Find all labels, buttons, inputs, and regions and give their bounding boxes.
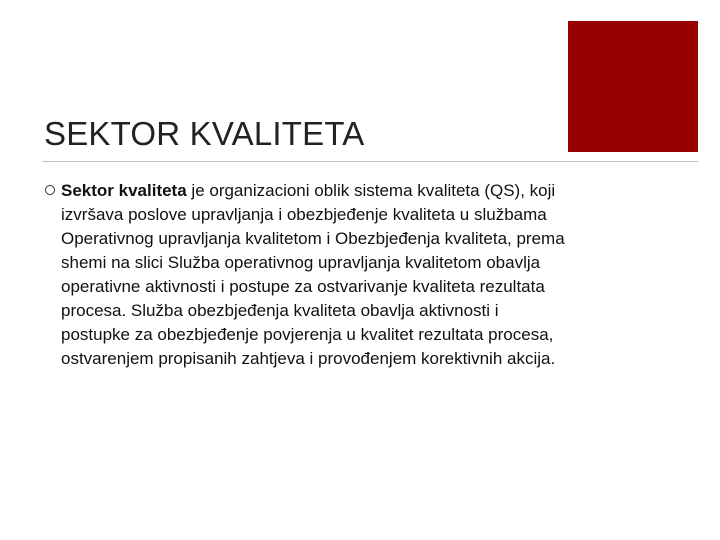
slide-body	[45, 179, 565, 371]
bullet-bold-lead: Sektor kvaliteta	[61, 181, 187, 200]
title-divider	[42, 161, 698, 162]
bullet-text	[61, 181, 565, 368]
bullet-item	[45, 179, 565, 371]
slide-title: SEKTOR KVALITETA	[44, 115, 365, 152]
bullet-body-text: je organizacioni oblik sistema kvaliteta (QS), koji izvršava poslove upravljanja i obezbjeđenje kvaliteta u službama Operativnog upravljanja kvalitetom i Obezbjeđenja kvaliteta, prema shemi na slici Služba operativnog upravljanja kvalitetom obavlja operativne aktivnosti i postupe za ostvarivanje kvaliteta rezultata procesa. Služba obezbjeđenja kvaliteta obavlja aktivnosti i postupke za obezbjeđenje povjerenja u kvalitet rezultata procesa, ostvarenjem propisanih zahtjeva i provođenjem korektivnih akcija.	[61, 181, 565, 368]
red-accent-block	[568, 21, 698, 152]
hollow-circle-bullet-icon	[45, 185, 55, 195]
